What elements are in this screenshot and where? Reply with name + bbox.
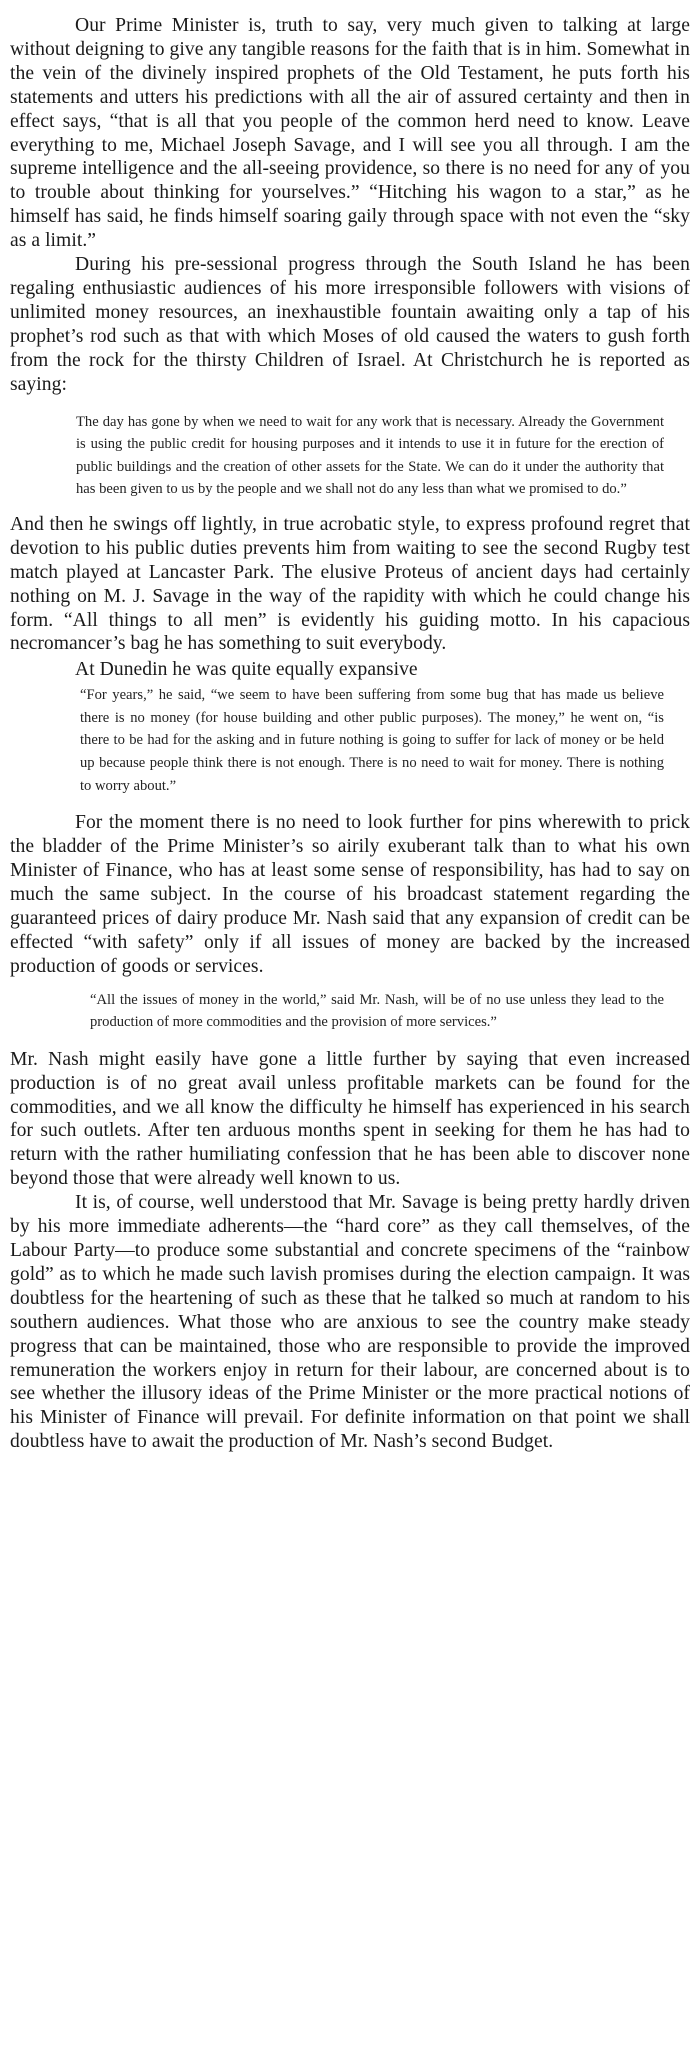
quote-christchurch: The day has gone by when we need to wait for any work that is necessary. Already the Government is using the public credit for housing purposes and it intends to use it in future for the erection of public buildings and the creation of other assets for the State. We can do it under the authority that has been given to us by the people and we shall not do any less than what we promised to do.” xyxy=(76,413,664,498)
paragraph-acrobatic: And then he swings off lightly, in true acrobatic style, to express profound regret that devotion to his public duties prevents him from waiting to see the second Rugby test match played at Lancaster Park. The elusive Proteus of ancient days had certainly nothing on M. J. Savage in the way of the rapidity with which he could change his form. “All things to all men” is evidently his guiding motto. In his capacious necromancer’s bag he has something to suit everybody. xyxy=(10,513,690,655)
paragraph-minister-of-finance: For the moment there is no need to look further for pins wherewith to prick the bladder of the Prime Minister’s so airily exuberant talk than to what his own Minister of Finance, who has at least some sense of responsibility, has had to say on much the same subject. In the course of his broadcast statement regarding the guaranteed prices of dairy produce Mr. Nash said that any expansion of credit can be effected “with safety” only if all issues of money are backed by the increased production of goods or services. xyxy=(10,812,690,977)
quote-dunedin: “For years,” he said, “we seem to have been suffering from some bug that has made us believe there is no money (for house building and other public purposes). The money,” he went on, “is there to be had for the asking and in future nothing is going to suffer for lack of money or be held up because people think there is not enough. There is no need to wait for money. There is nothing to worry about.” xyxy=(80,687,664,794)
paragraph-dunedin-intro: At Dunedin he was quite equally expansive xyxy=(75,659,418,681)
paragraph-hard-core: It is, of course, well understood that Mr. Savage is being pretty hardly driven by his more immediate adherents—the “hard core” as they call themselves, of the Labour Party—to produce some substantial and concrete specimens of the “rainbow gold” as to which he made such lavish promises during the election campaign. It was doubtless for the heartening of such as these that he talked so much at random to his southern audiences. What those who are anxious to see the country make steady progress that can be maintained, those who are responsible to provide the improved remuneration the workers enjoy in return for their labour, are concerned about is to see whether the illusory ideas of the Prime Minister or the more practical notions of his Minister of Finance will prevail. For definite information on that point we shall doubtless have to await the production of Mr. Nash’s second Budget. xyxy=(10,1192,690,1453)
paragraph-south-island: During his pre-sessional progress through the South Island he has been regaling enthusiastic audiences of his more irresponsible followers with visions of unlimited money resources, an inexhaustible fountain awaiting only a tap of his prophet’s rod such as that with which Moses of old caused the waters to gush forth from the rock for the thirsty Children of Israel. At Christchurch he is reported as saying: xyxy=(10,254,690,395)
quote-nash: “All the issues of money in the world,” said Mr. Nash, will be of no use unless they lead to the production of more commodities and the provision of more services.” xyxy=(90,991,664,1031)
paragraph-prime-minister: Our Prime Minister is, truth to say, very much given to talking at large without deigning to give any tangible reasons for the faith that is in him. Somewhat in the vein of the divinely inspired prophets of the Old Testament, he puts forth his statements and utters his predictions with all the air of assured certainty and then in effect says, “that is all that you people of the common herd need to know. Leave everything to me, Michael Joseph Savage, and I will see you all through. I am the supreme intelligence and the all-seeing providence, so there is no need for any of you to trouble about thinking for yourselves.” “Hitching his wagon to a star,” as he himself has said, he finds himself soaring gaily through space with not even the “sky as a limit.” xyxy=(10,15,690,252)
paragraph-nash-markets: Mr. Nash might easily have gone a little further by saying that even increased production is of no great avail unless profitable markets can be found for the commodities, and we all know the difficulty he himself has experienced in his search for such outlets. After ten arduous months spent in seeking for them he has had to return with the rather humiliating confession that he has been able to discover none beyond those that were already well known to us. xyxy=(10,1048,690,1190)
